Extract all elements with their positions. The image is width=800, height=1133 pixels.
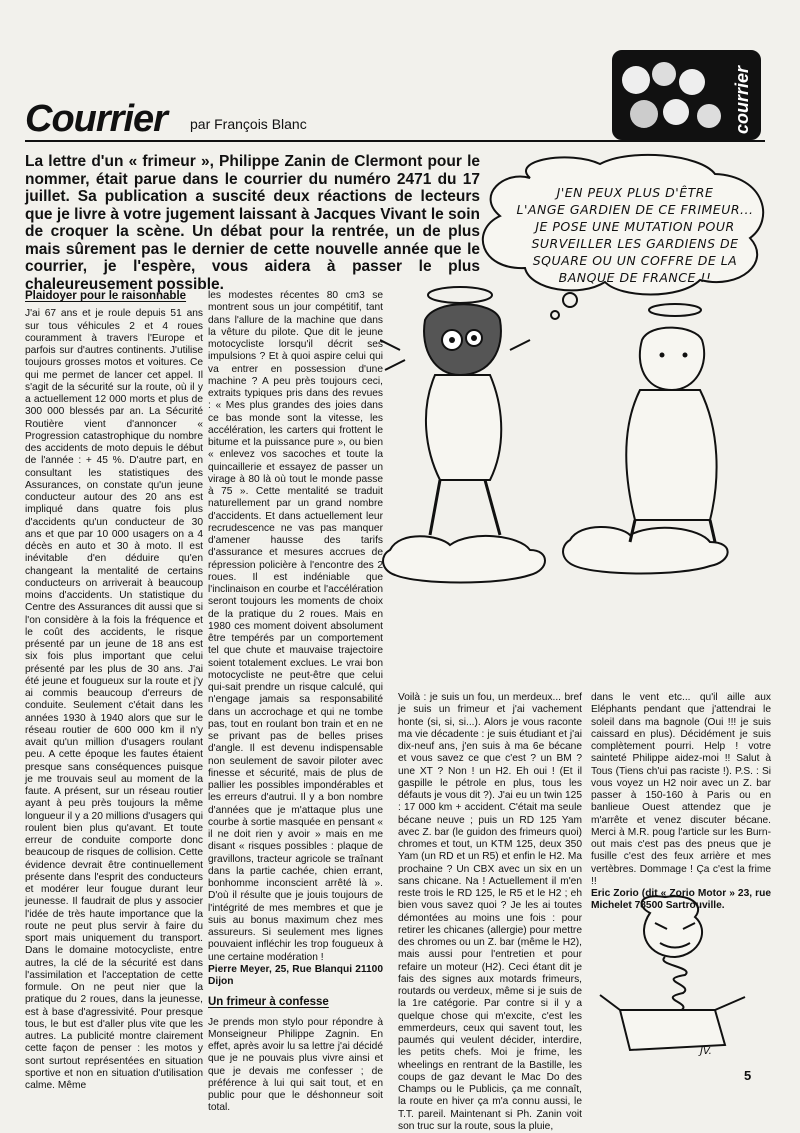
letter1-body-col2: les modestes récentes 80 cm3 se montrent sous un jour compétitif, tant dans l'allure de la machine que dans la vêture du pilote. Que dit le jeune motocycliste lorsqu'il décrit ses impulsions ? Et à quoi aspire celui qui va entrer en possession d'une machine ? A peu près toujours ceci, extraits typiques pris dans des revues : « Mes plus grandes des joies dans ce bas monde sont la vitesse, les accélération, les carters qui frottent le bitume et la puissance pure », ou bien « enlevez vos sacoches et toute la quincaillerie et essayez de passer un virage à 80 là où tout le monde passe à 75 ». Cette mentalité se traduit naturellement par un grand nombre d'accidents. Et dans actuellement leur recrudescence ne vas pas manquer d'amener hausse des tarifs d'assurance et mesures accrues de répression policière à l'encontre des 2 roues. Il est indéniable que l'inclinaison en courbe et l'accélération seront toujours les moments de choix de la pratique du 2 roues. Mais en 1980 ces moment doivent absolument être tempérés par un comportement tel que chute et mauvaise trajectoire soient totalement exclues. Le vrai bon motocycliste ne peut-être que celui qui-sait prendre un risque calculé, qui n'engage jamais sa responsabilité dans un accrochage et qui ne tombe pas, tout en roulant bon train et en ne se privant pas de belles prises d'angle. Il est devenu indispensable non seulement de savoir piloter avec finesse et sécurité, mais de plus de pallier les possibles impondérables et les erreurs d'autrui. Il y a bon nombre d'années que je m'attaque plus une courbe à sortie masquée en pensant « il ne doit rien y avoir » mais en me disant « risques possibles : plaque de gravillons, tracteur agricole se traînant dans la partie cachée, chien errant, bonhomme inconscient arrêté là ». D'où il résulte que je jouis toujours de l'intégrité de mes membres et que je suis au bonus maximum chez mes assureurs. Si seulement mes lignes pouvaient infléchir les trop fougueux à une certaine modération ! [208, 290, 383, 963]
logo-text: courrier [732, 66, 752, 135]
intro-paragraph: La lettre d'un « frimeur », Philippe Zanin de Clermont pour le nommer, était parue dans le courrier du numéro 2471 du 17 juillet. Sa publication a suscité deux réactions de lecteurs que je livre à votre jugement laissant à Jacques Vivant le soin de croquer la scène. Un débat pour la rentrée, un de plus mais sûrement pas le dernier de cette nouvelle année que le courrier, je l'espère, vous aidera à passer le plus chaleureusement possible. [25, 153, 480, 293]
letter2-body-col4: dans le vent etc... qu'il aille aux Eléphants pendant que j'attendrai le soleil dans ma bagnole (Oui !!! je suis caissard en plus). Décidément je suis complètement pourri. Help ! votre sainteté Philippe aidez-moi !! Salut à Tous (Tiens ch'ui pas raciste !). P.S. : Si vous voyez un H2 noir avec un Z. bar passer à 150-160 à Paris ou en banlieue Ouest attendez que je m'arrête et venez discuter bécane. Merci à M.R. poug l'article sur les Burn-out mais c'est pas des pneus que je fusille c'est des feux arrière et mes vertèbres. Dommage ! Ça c'est la frime !! [591, 692, 771, 887]
left-angel-robe [426, 375, 501, 480]
halo-left [428, 287, 492, 303]
header-rule [25, 140, 765, 142]
bubble-line-6: BANQUE DE FRANCE !! [558, 270, 712, 285]
speech-bubble-text [490, 184, 780, 286]
halo-right [649, 304, 701, 316]
bubble-tail-1 [563, 293, 577, 307]
letter1-body-col1: J'ai 67 ans et je roule depuis 51 ans sur tous véhicules 2 et 4 roues couramment à travers l'Europe et parfois sur d'autres continents. J'utilise toujours grosses motos et voitures. Ce qui me permet de lancer cet appel. Il s'agit de la sécurité sur la route, où il y a actuellement 12 000 morts et plus de 300 000 blessés par an. La Sécurité Routière vient d'annoncer « Progression catastrophique du nombre des accidents de moto depuis le début de l'année : + 45 %. D'autre part, en consultant les statistiques des Assurances, on constate qu'un jeune conducteur autour des 20 ans est impliqué dans quatre fois plus d'accidents qu'un conducteur de 30 ans et que par 10 000 usagers on a 4 décès en auto et 30 à moto. Il est inévitable d'en déduire qu'en changeant la mentalité de certains conducteurs on arriverait à beaucoup moins d'accidents. Un statistique du Centre des Assurances dit aussi que si l'on considère à la fois la fréquence et le coût des accidents, le risque présenté par un jeune de 18 ans est six fois plus important que celui présenté par les plus de 30 ans. J'ai été jeune et fougueux sur la route et j'y ai commis beaucoup d'erreurs de conduite. Seulement c'était dans les années 1930 à 1940 alors que sur le réseau routier de 600 000 km il n'y avait qu'un million d'usagers roulant peu. A cette époque les fautes étaient presque sans conséquences puisque je me trouvais seul au moment de la faute. A présent, sur un réseau routier ayant à peu près toujours la même longueur il y a 20 millions d'usagers qui roulent bien plus qu'avant. Et toute erreur de conduite comporte donc beaucoup de risques de collision. Cette évidence devrait être continuellement présente dans l'esprit des conducteurs et modérer leur fougue durant leur jeunesse. Il faudrait de plus y associer l'idée de très haute importance que la route ne peut plus servir à faire du sport mais uniquement du transport. Dans le domaine motocycliste, entre autres, la clé de la sécurité est dans l'assimilation et l'acceptation de cette formule. On ne peut nier que la pratique du 2 roues, dans la jeunesse, est à base d'agressivité. Pour presque tous, le but est d'aller plus vite que les autres. La publicité montre clairement cette façon de penser : les motos y sont surtout représentées en situation sportive et non en situation d'utilisation calme. Même [25, 308, 203, 1091]
bubble-line-5: SQUARE OU UN COFFRE DE LA [532, 253, 738, 268]
letter2-body-col2: Je prends mon stylo pour répondre à Monseigneur Philippe Zagnin. En effet, après avoir lu sa lettre j'ai décidé que je ne pouvais plus vivre ainsi et que je devais me confesser ; de préférence à lui qui sait tout, et en public pour que le déshonneur soit total. [208, 1016, 383, 1114]
letter1-heading: Plaidoyer pour le raisonnable [25, 290, 187, 302]
letter2-column3 [398, 692, 582, 1133]
letter2-heading: Un frimeur à confesse [208, 996, 329, 1009]
letter2-signature: Eric Zorio (dit « Zorio Motor » 23, rue Michelet 78500 Sartrouville. [591, 888, 771, 912]
bubble-line-2: L'ANGE GARDIEN DE CE FRIMEUR... [516, 202, 754, 217]
page-title: Courrier [25, 98, 167, 140]
bubble-tail-2 [551, 311, 559, 319]
spring [663, 957, 686, 1011]
section-logo [612, 50, 761, 140]
letter1-column2 [208, 290, 383, 1115]
cartoon-signature: JV. [700, 1046, 712, 1057]
letter1-signature: Pierre Meyer, 25, Rue Blanqui 21100 Dijon [208, 963, 383, 987]
jack-in-box-illustration [595, 895, 755, 1055]
bubble-line-4: SURVEILLER LES GARDIENS DE [531, 236, 739, 251]
cloud-right [563, 527, 728, 574]
right-angel-head [640, 328, 704, 390]
right-angel-robe [626, 390, 716, 520]
bubble-line-1: J'EN PEUX PLUS D'ÊTRE [556, 185, 714, 200]
bubble-line-3: JE POSE UNE MUTATION POUR [535, 219, 735, 234]
letter1-column1 [25, 290, 203, 1092]
byline: par François Blanc [190, 116, 307, 132]
cloud-left [383, 536, 545, 583]
box [620, 1010, 725, 1050]
letter2-body-col3: Voilà : je suis un fou, un merdeux... bref je suis un frimeur et j'ai vachement honte (si, si, si...). Alors je vous raconte ma vie décadente : je suis étudiant et j'ai dix-neuf ans, j'en suis à ma 6e bécane et vous savez ce que c'est ? un BM ? une XT ? Non ! un H2. Eh oui ! (Et il gaspille le pétrole en plus, tous les défauts je vous dit ?). J'ai eu un twin 125 : 17 000 km + accident. C'était ma seule bécane neuve ; puis un RD 125 Yam avec Z. bar (le guidon des frimeurs quoi) chromes et tout, un KTM 125, deux 350 Yam (un RD et un R5) et enfin le H2. Ma prochaine ? Un CBX avec un six en un sans chicane. Na ! Actuellement il m'en reste trois le RD 125, le R5 et le H2 ; eh bien vous savez quoi ? Je les ai toutes démontées au moins une fois : pour retirer les chicanes (allergie) pour mettre des chromes ou un Z. bar (même le H2), mais aussi pour l'entretien et pour refaire un moteur (H2). Ceci étant dit je fais des signes aux motards frimeurs, routards ou verdeux, même si je suis de la 1re catégorie. Par contre si il y a quelque chose qui m'excite, c'est les emmerdeurs, ceux qui savent tout, les paumés qui veulent décider, interdire, les petits chefs. Moi je frime, les wheelings en rentrant de la Bastille, les coups de gaz devant le Mac Do des Champs ou le Publicis, ça me connaît, la route en hiver ça m'a connu aussi, le T.T. pareil. Maintenant si Ph. Zanin voit son truc sur la route, sous la pluie, [398, 692, 582, 1132]
letter2-column4 [591, 692, 771, 913]
page-number: 5 [744, 1068, 752, 1083]
